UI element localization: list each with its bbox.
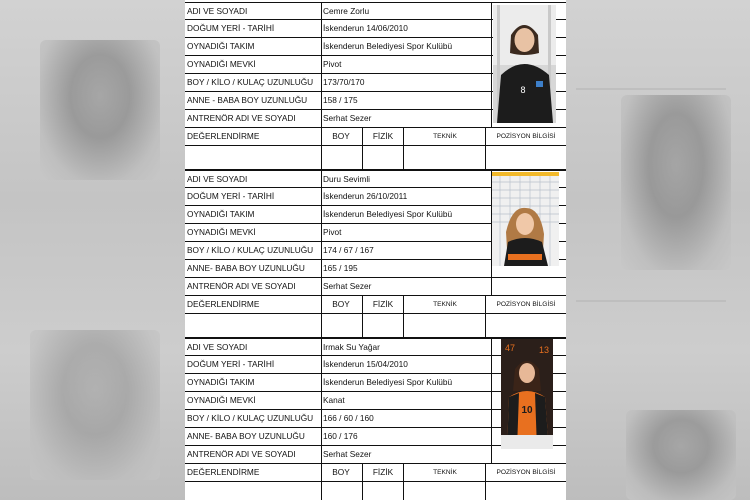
- value-parents: 158 / 175: [323, 95, 358, 105]
- value-position: Pivot: [323, 227, 342, 237]
- label-coach: ANTRENÖR ADI VE SOYADI: [187, 113, 296, 123]
- value-name: Cemre Zorlu: [323, 6, 370, 16]
- label-parents: ANNE- BABA BOY UZUNLUĞU: [187, 431, 305, 441]
- player-photo: [492, 172, 559, 266]
- value-name: Irmak Su Yağar: [323, 342, 380, 352]
- blurred-background-right: [566, 0, 750, 500]
- player-card-1: [185, 2, 566, 170]
- input-physical[interactable]: [363, 146, 403, 169]
- player-photo: [493, 5, 556, 123]
- evaluation-header-row: [185, 128, 566, 146]
- svg-text:47: 47: [505, 343, 516, 353]
- evaluation-input-row: [185, 146, 566, 170]
- input-technical[interactable]: [405, 146, 485, 169]
- player-photo: [501, 339, 553, 449]
- input-physical[interactable]: [363, 482, 403, 499]
- header-height: BOY: [332, 299, 350, 309]
- input-technical[interactable]: [405, 482, 485, 499]
- player-card-2: [185, 170, 566, 338]
- evaluation-header-row: [185, 464, 566, 482]
- label-position: OYNADIĞI MEVKİ: [187, 227, 256, 237]
- row-coach: [185, 278, 566, 296]
- svg-text:13: 13: [539, 345, 550, 355]
- value-position: Kanat: [323, 395, 345, 405]
- value-parents: 165 / 195: [323, 263, 358, 273]
- header-height: BOY: [332, 131, 350, 141]
- player-photo-illustration: [501, 339, 553, 449]
- value-coach: Serhat Sezer: [323, 449, 372, 459]
- label-team: OYNADIĞI TAKIM: [187, 209, 255, 219]
- evaluation-input-row: [185, 314, 566, 338]
- value-team: İskenderun Belediyesi Spor Kulübü: [323, 377, 453, 387]
- input-physical[interactable]: [363, 314, 403, 337]
- label-coach: ANTRENÖR ADI VE SOYADI: [187, 449, 296, 459]
- value-parents: 160 / 176: [323, 431, 358, 441]
- label-body: BOY / KİLO / KULAÇ UZUNLUĞU: [187, 413, 314, 423]
- header-technical: TEKNİK: [433, 469, 457, 476]
- input-position-info[interactable]: [487, 146, 565, 169]
- value-coach: Serhat Sezer: [323, 281, 372, 291]
- label-position: OYNADIĞI MEVKİ: [187, 395, 256, 405]
- value-birth: İskenderun 14/06/2010: [323, 23, 408, 33]
- label-coach: ANTRENÖR ADI VE SOYADI: [187, 281, 296, 291]
- player-evaluation-document: [185, 0, 566, 500]
- header-position-info: POZİSYON BİLGİSİ: [496, 469, 556, 476]
- label-team: OYNADIĞI TAKIM: [187, 41, 255, 51]
- input-position-info[interactable]: [487, 314, 565, 337]
- input-height[interactable]: [321, 482, 361, 499]
- header-physical: FİZİK: [372, 299, 394, 309]
- evaluation-header-row: [185, 296, 566, 314]
- header-technical: TEKNİK: [433, 301, 457, 308]
- label-body: BOY / KİLO / KULAÇ UZUNLUĞU: [187, 245, 314, 255]
- header-height: BOY: [332, 467, 350, 477]
- header-technical: TEKNİK: [433, 133, 457, 140]
- label-name: ADI VE SOYADI: [187, 174, 248, 184]
- label-evaluation: DEĞERLENDİRME: [187, 299, 260, 309]
- label-name: ADI VE SOYADI: [187, 6, 248, 16]
- input-technical[interactable]: [405, 314, 485, 337]
- value-birth: İskenderun 26/10/2011: [323, 191, 408, 201]
- input-height[interactable]: [321, 314, 361, 337]
- input-height[interactable]: [321, 146, 361, 169]
- svg-text:10: 10: [521, 405, 533, 416]
- label-parents: ANNE- BABA BOY UZUNLUĞU: [187, 263, 305, 273]
- label-evaluation: DEĞERLENDİRME: [187, 131, 260, 141]
- svg-text:8: 8: [520, 85, 526, 95]
- value-team: İskenderun Belediyesi Spor Kulübü: [323, 41, 453, 51]
- label-name: ADI VE SOYADI: [187, 342, 248, 352]
- header-position-info: POZİSYON BİLGİSİ: [496, 133, 556, 140]
- evaluation-input-row: [185, 482, 566, 500]
- player-photo-illustration: [492, 172, 559, 266]
- header-position-info: POZİSYON BİLGİSİ: [496, 301, 556, 308]
- label-birth: DOĞUM YERİ - TARİHİ: [187, 191, 275, 201]
- value-team: İskenderun Belediyesi Spor Kulübü: [323, 209, 453, 219]
- value-body: 173/70/170: [323, 77, 365, 87]
- value-body: 166 / 60 / 160: [323, 413, 374, 423]
- header-physical: FİZİK: [372, 131, 394, 141]
- label-team: OYNADIĞI TAKIM: [187, 377, 255, 387]
- label-birth: DOĞUM YERİ - TARİHİ: [187, 359, 275, 369]
- value-position: Pivot: [323, 59, 342, 69]
- label-evaluation: DEĞERLENDİRME: [187, 467, 260, 477]
- label-birth: DOĞUM YERİ - TARİHİ: [187, 23, 275, 33]
- player-photo-illustration: [493, 5, 556, 123]
- player-card-3: [185, 338, 566, 500]
- label-parents: ANNE - BABA BOY UZUNLUĞU: [187, 95, 308, 105]
- value-coach: Serhat Sezer: [323, 113, 372, 123]
- label-body: BOY / KİLO / KULAÇ UZUNLUĞU: [187, 77, 314, 87]
- blurred-background-left: [0, 0, 185, 500]
- header-physical: FİZİK: [372, 467, 394, 477]
- label-position: OYNADIĞI MEVKİ: [187, 59, 256, 69]
- input-position-info[interactable]: [487, 482, 565, 499]
- value-body: 174 / 67 / 167: [323, 245, 374, 255]
- value-name: Duru Sevimli: [323, 174, 371, 184]
- value-birth: İskenderun 15/04/2010: [323, 359, 408, 369]
